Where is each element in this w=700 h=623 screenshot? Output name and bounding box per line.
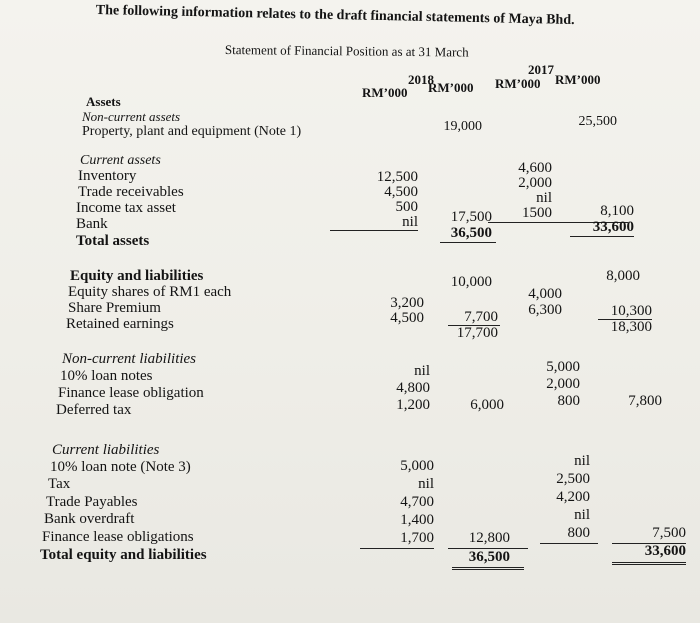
statement-title: Statement of Financial Position as at 31 March [224, 42, 469, 60]
cl-total-2017: 7,500 [652, 525, 686, 541]
deferred-tax-2018: 1,200 [396, 397, 430, 413]
deferred-tax-label: Deferred tax [56, 402, 132, 418]
current-liabilities-heading: Current liabilities [52, 442, 160, 458]
header-unit-col1: RM’000 [362, 85, 408, 100]
header-year-2018: 2018 [408, 72, 434, 87]
header-unit-col3: RM’000 [495, 76, 541, 91]
tax-asset-2017: nil [536, 190, 552, 206]
reserves-subtotal-2017: 10,300 [610, 303, 652, 319]
tax-2017: 2,500 [556, 471, 590, 487]
non-current-assets-heading: Non-current assets [82, 109, 181, 124]
loan-notes-2017: 5,000 [546, 359, 580, 375]
intro-text: The following information relates to the draft financial statements of Maya Bhd. [95, 3, 575, 29]
share-premium-2018: 3,200 [390, 295, 424, 311]
loan-note-2018: 5,000 [400, 458, 434, 474]
inventory-2018: 12,500 [376, 169, 418, 185]
equity-shares-label: Equity shares of RM1 each [68, 284, 232, 300]
finance-lease-2018: 4,800 [396, 380, 430, 396]
total-assets-label: Total assets [76, 233, 150, 249]
trade-receivables-label: Trade receivables [78, 184, 184, 200]
tax-2018: nil [418, 476, 434, 492]
inventory-label: Inventory [78, 168, 137, 184]
current-assets-total-2017: 8,100 [600, 203, 634, 219]
header-year-2017: 2017 [528, 62, 554, 77]
loan-note-label: 10% loan note (Note 3) [50, 459, 191, 475]
grand-total-2018: 36,500 [468, 549, 510, 565]
income-tax-asset-label: Income tax asset [76, 200, 176, 216]
finance-lease-2017: 2,000 [546, 376, 580, 392]
double-underline-total-assets-2017 [570, 236, 634, 237]
finance-lease-obligations-label: Finance lease obligations [42, 529, 194, 545]
double-underline-total-assets-2018 [440, 242, 496, 243]
loan-notes-2018: nil [414, 363, 430, 379]
header-unit-col2: RM’000 [428, 80, 474, 95]
double-underline-grand-2018-a [452, 567, 524, 568]
retained-earnings-2018: 4,500 [390, 310, 424, 326]
total-assets-2018: 36,500 [450, 225, 492, 241]
underline-cl-2018 [360, 548, 434, 549]
bank-label: Bank [76, 216, 108, 232]
inventory-2017: 4,600 [518, 160, 552, 176]
equity-total-2017: 18,300 [610, 319, 652, 335]
trade-payables-2018: 4,700 [400, 494, 434, 510]
tax-label: Tax [48, 476, 71, 492]
underline-current-assets-2018 [330, 230, 418, 231]
underline-cl-2017 [540, 543, 598, 544]
finance-lease-obligations-2018: 1,700 [400, 530, 434, 546]
double-underline-grand-2017-a [612, 562, 686, 563]
finance-lease-label: Finance lease obligation [58, 385, 204, 401]
bank-2018: nil [402, 214, 418, 230]
bank-2017: 1500 [522, 205, 552, 221]
assets-heading: Assets [86, 94, 121, 109]
equity-shares-2017: 8,000 [606, 268, 640, 284]
trade-payables-label: Trade Payables [46, 494, 138, 510]
bank-overdraft-2018: 1,400 [400, 512, 434, 528]
equity-shares-2018: 10,000 [450, 274, 492, 290]
header-unit-col4: RM’000 [555, 72, 601, 87]
double-underline-grand-2018-b [452, 569, 524, 570]
retained-earnings-label: Retained earnings [66, 316, 174, 332]
total-equity-liabilities-label: Total equity and liabilities [40, 547, 207, 563]
total-assets-2017: 33,600 [592, 219, 634, 235]
current-assets-heading: Current assets [80, 153, 161, 168]
bank-overdraft-label: Bank overdraft [44, 511, 135, 527]
share-premium-label: Share Premium [68, 300, 161, 316]
tax-asset-2018: 500 [395, 199, 418, 215]
receivables-2018: 4,500 [384, 184, 418, 200]
double-underline-grand-2017-b [612, 564, 686, 565]
finance-lease-obligations-2017: 800 [567, 525, 590, 541]
loan-note-2017: nil [574, 453, 590, 469]
deferred-tax-2017: 800 [557, 393, 580, 409]
ncl-total-2018: 6,000 [470, 397, 504, 413]
non-current-liabilities-heading: Non-current liabilities [62, 351, 197, 367]
ppe-label: Property, plant and equipment (Note 1) [82, 124, 302, 139]
ncl-total-2017: 7,800 [628, 393, 662, 409]
current-assets-total-2018: 17,500 [450, 209, 492, 225]
trade-payables-2017: 4,200 [556, 489, 590, 505]
equity-total-2018: 17,700 [456, 325, 498, 341]
ppe-2018: 19,000 [443, 119, 482, 134]
retained-earnings-2017: 6,300 [528, 302, 562, 318]
ppe-2017: 25,500 [578, 114, 617, 129]
receivables-2017: 2,000 [518, 175, 552, 191]
reserves-subtotal-2018: 7,700 [464, 309, 498, 325]
bank-overdraft-2017: nil [574, 507, 590, 523]
share-premium-2017: 4,000 [528, 286, 562, 302]
equity-liabilities-heading: Equity and liabilities [70, 268, 204, 284]
loan-notes-label: 10% loan notes [60, 368, 153, 384]
grand-total-2017: 33,600 [644, 543, 686, 559]
cl-total-2018: 12,800 [468, 530, 510, 546]
